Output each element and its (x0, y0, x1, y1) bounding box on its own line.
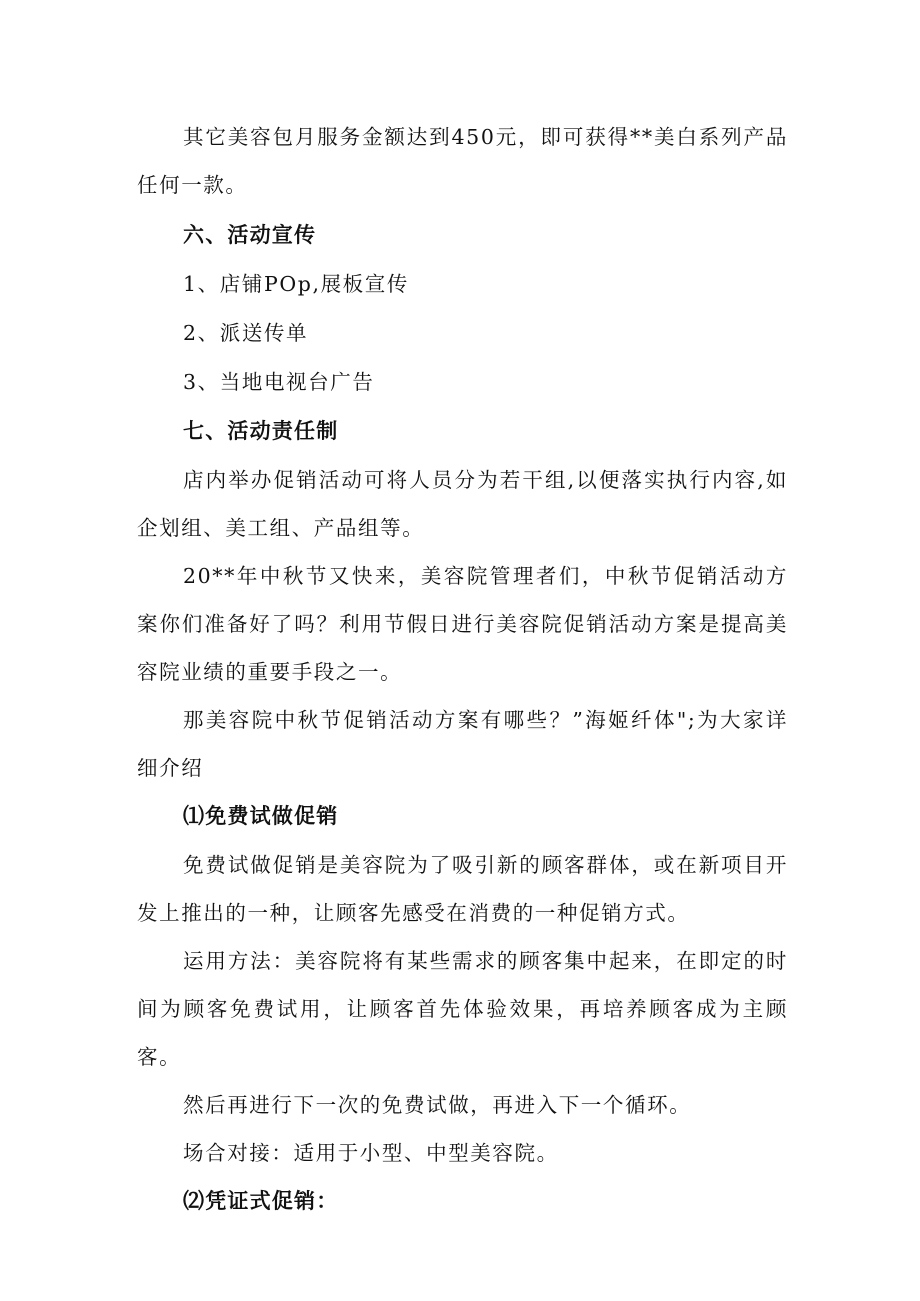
paragraph-groups: 店内举办促销活动可将人员分为若干组,以便落实执行内容,如企划组、美工组、产品组等。 (137, 468, 788, 540)
paragraph-reward: 其它美容包月服务金额达到450元，即可获得**美白系列产品任何一款。 (137, 125, 788, 197)
paragraph-method: 运用方法：美容院将有某些需求的顾客集中起来，在即定的时间为顾客免费试用，让顾客首先体验效果，再培养顾客成为主顾客。 (137, 949, 788, 1069)
heading-responsibility: 七、活动责任制 (183, 419, 339, 443)
paragraph-midautumn: 20**年中秋节又快来，美容院管理者们，中秋节促销活动方案你们准备好了吗？利用节假日进行美容院促销活动方案是提高美容院业绩的重要手段之一。 (137, 564, 788, 684)
promotion-item-2: 2、派送传单 (183, 321, 309, 345)
heading-free-trial: ⑴免费试做促销 (183, 804, 339, 828)
paragraph-free-trial-definition: 免费试做促销是美容院为了吸引新的顾客群体，或在新项目开发上推出的一种，让顾客先感受在消费的一种促销方式。 (137, 853, 788, 925)
paragraph-cycle: 然后再进行下一次的免费试做，再进入下一个循环。 (183, 1093, 692, 1117)
promotion-item-1: 1、店铺POp,展板宣传 (183, 272, 409, 296)
heading-voucher: ⑵凭证式促销： (183, 1189, 339, 1213)
paragraph-occasion: 场合对接：适用于小型、中型美容院。 (183, 1141, 559, 1165)
paragraph-intro: 那美容院中秋节促销活动方案有哪些？”海姬纤体";为大家详细介绍 (137, 708, 788, 780)
heading-promotion: 六、活动宣传 (183, 223, 317, 247)
promotion-item-3: 3、当地电视台广告 (183, 370, 375, 394)
